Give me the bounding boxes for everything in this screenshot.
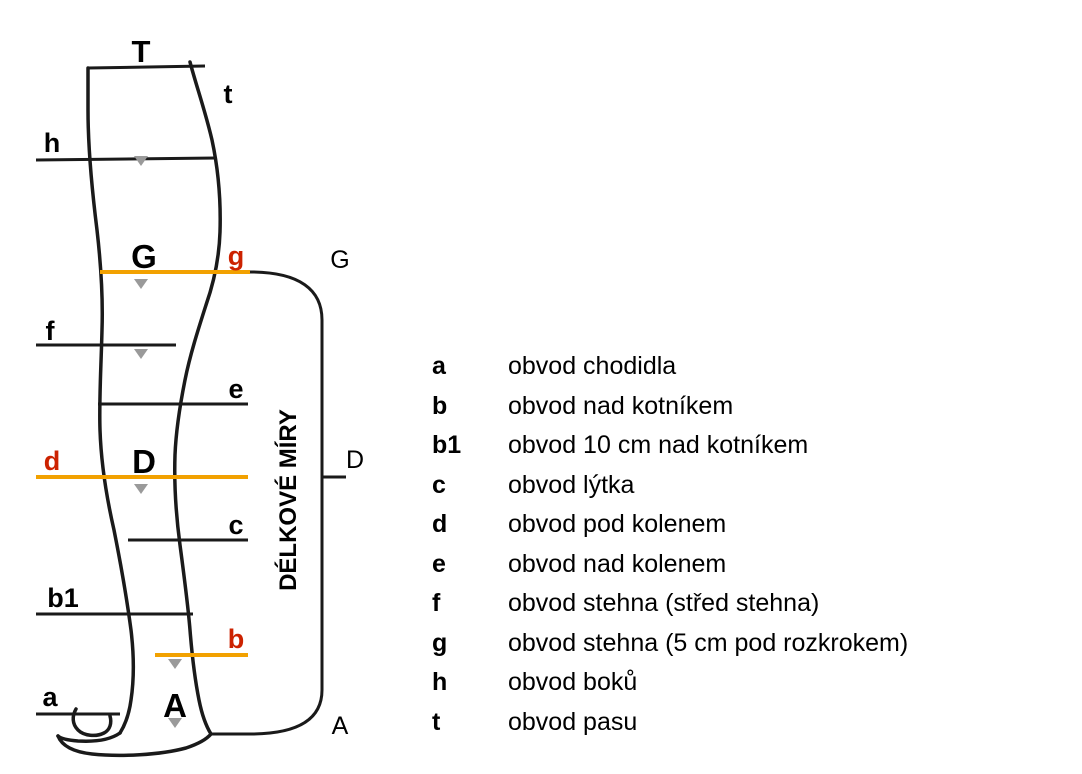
label-G-scale: G [330,246,350,274]
legend [432,352,1052,747]
label-h: h [43,128,61,158]
legend-description: obvod stehna (střed stehna) [508,589,820,617]
label-c: c [228,510,244,540]
label-D-inner: D [132,443,156,480]
label-b1: b1 [47,583,79,613]
legend-description: obvod pod kolenem [508,510,727,538]
legend-description: obvod stehna (5 cm pod rozkrokem) [508,628,909,657]
arrow-h-icon [134,156,148,166]
legend-key: a [432,352,446,380]
label-D-scale: D [345,446,365,474]
arrow-D-icon [134,484,148,494]
list-item [432,352,1052,392]
line-h [36,158,216,160]
legend-description: obvod lýtka [508,470,635,499]
arrow-G-icon [134,279,148,289]
legend-key: d [432,510,448,538]
label-f: f [45,316,55,346]
label-G-inner: G [131,238,157,275]
legend-key: h [432,668,448,696]
legend-key: t [432,707,441,736]
label-d: d [43,446,61,476]
legend-description: obvod chodidla [508,352,677,380]
label-A-scale: A [331,712,349,740]
label-A-inner: A [163,687,187,724]
list-item [432,392,1052,432]
label-g: g [227,241,245,271]
label-t: t [223,79,233,109]
list-item [432,510,1052,550]
arrow-f-icon [134,349,148,359]
list-item [432,550,1052,590]
list-item [432,589,1052,629]
vertical-axis-label: DÉLKOVÉ MÍRY [275,409,302,591]
label-T: T [131,34,151,69]
legend-description: obvod boků [508,668,638,696]
label-e: e [228,374,244,404]
list-item [432,471,1052,511]
legend-key: c [432,470,446,499]
legend-key: b [432,391,448,420]
legend-key: e [432,549,446,578]
list-item [432,708,1052,748]
list-item [432,431,1052,471]
legend-description: obvod pasu [508,707,638,736]
legend-description: obvod nad kolenem [508,549,727,578]
arrow-b-icon [168,659,182,669]
leg-outline [58,62,220,755]
legend-key: f [432,589,441,617]
legend-description: obvod 10 cm nad kotníkem [508,431,809,459]
legend-key: g [432,628,448,657]
list-item [432,629,1052,669]
legend-key: b1 [432,431,462,459]
label-a: a [42,682,58,712]
list-item [432,668,1052,708]
legend-description: obvod nad kotníkem [508,391,734,420]
label-b: b [227,624,245,654]
